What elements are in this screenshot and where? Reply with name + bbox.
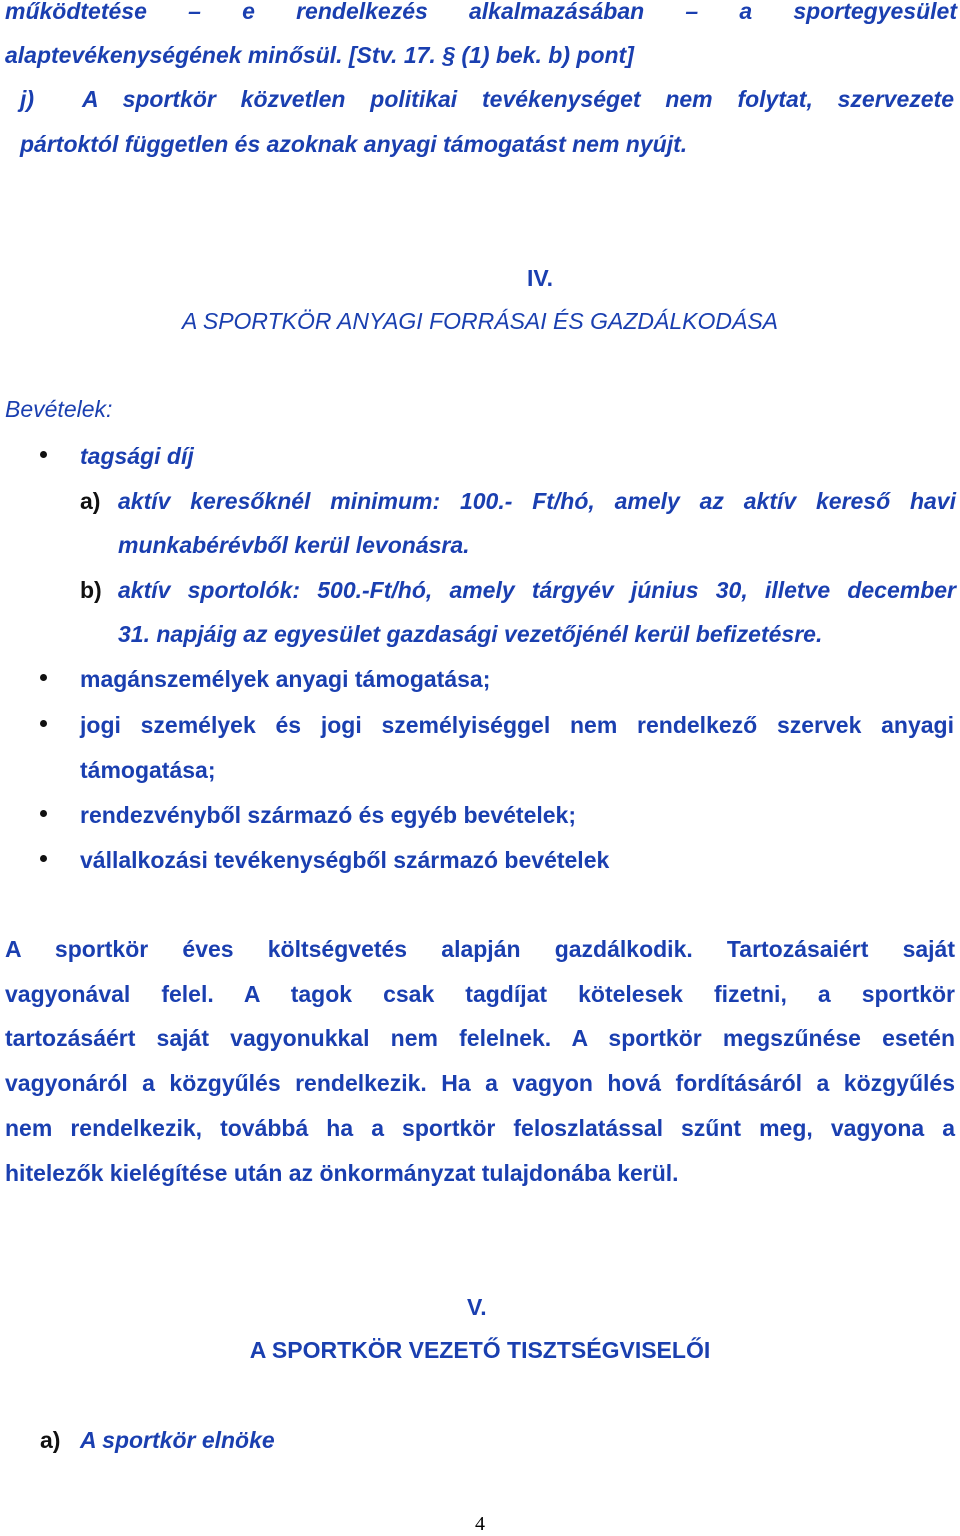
section-5-title: A SPORTKÖR VEZETŐ TISZTSÉGVISELŐI (249, 1337, 711, 1363)
paragraph-line-3: tartozásáért saját vagyonukkal nem felelnek. A sportkör megszűnése esetén (5, 1025, 955, 1051)
income-heading: Bevételek: (5, 396, 113, 422)
paragraph-line-2: vagyonával felel. A tagok csak tagdíjat kötelesek fizetni, a sportkör (5, 981, 955, 1007)
item-j-line-2: pártoktól független és azoknak anyagi támogatást nem nyújt. (20, 131, 688, 157)
paragraph-line-5: nem rendelkezik, továbbá ha a sportkör feloszlatással szűnt meg, vagyona a (5, 1115, 955, 1141)
section-4-title: A SPORTKÖR ANYAGI FORRÁSAI ÉS GAZDÁLKODÁSA (181, 308, 779, 334)
bullet-icon (40, 674, 47, 681)
bullet-icon (40, 451, 47, 458)
paragraph-line-1: A sportkör éves költségvetés alapján gazdálkodik. Tartozásaiért saját (5, 936, 955, 962)
intro-line-1: működtetése – e rendelkezés alkalmazásában – a sportegyesület (5, 0, 957, 24)
paragraph-line-6: hitelezők kielégítése után az önkormányzat tulajdonába kerül. (5, 1160, 679, 1186)
bullet-icon (40, 855, 47, 862)
income-item-private: magánszemélyek anyagi támogatása; (80, 666, 491, 692)
bullet-icon (40, 810, 47, 817)
sub-b-line-1: aktív sportolók: 500.-Ft/hó, amely tárgyév június 30, illetve december (118, 577, 956, 603)
sub-b-marker: b) (80, 577, 102, 603)
section-5-sub-marker: a) (40, 1427, 61, 1453)
section-4-number: IV. (527, 265, 554, 291)
sub-a-marker: a) (80, 488, 101, 514)
page-number: 4 (475, 1513, 485, 1535)
income-item-events: rendezvényből származó és egyéb bevételek; (80, 802, 576, 828)
income-item-business: vállalkozási tevékenységből származó bevételek (80, 847, 610, 873)
income-item-membership: tagsági díj (80, 443, 194, 469)
sub-a-line-2: munkabérévből kerül levonásra. (118, 532, 470, 558)
sub-a-line-1: aktív keresőknél minimum: 100.- Ft/hó, amely az aktív kereső havi (118, 488, 956, 514)
paragraph-line-4: vagyonáról a közgyűlés rendelkezik. Ha a vagyon hová fordításáról a közgyűlés (5, 1070, 955, 1096)
item-j-line-1: A sportkör közvetlen politikai tevékenységet nem folytat, szervezete (82, 86, 954, 112)
section-5-number: V. (467, 1294, 487, 1320)
intro-line-2: alaptevékenységének minősül. [Stv. 17. § (1) bek. b) pont] (5, 42, 634, 68)
section-5-sub-title: A sportkör elnöke (80, 1427, 275, 1453)
sub-b-line-2: 31. napjáig az egyesület gazdasági vezetőjénél kerül befizetésre. (118, 621, 823, 647)
income-item-legal-1: jogi személyek és jogi személyiséggel nem rendelkező szervek anyagi (80, 712, 954, 738)
bullet-icon (40, 720, 47, 727)
income-item-legal-2: támogatása; (80, 757, 216, 783)
item-j-marker: j) (20, 86, 35, 112)
